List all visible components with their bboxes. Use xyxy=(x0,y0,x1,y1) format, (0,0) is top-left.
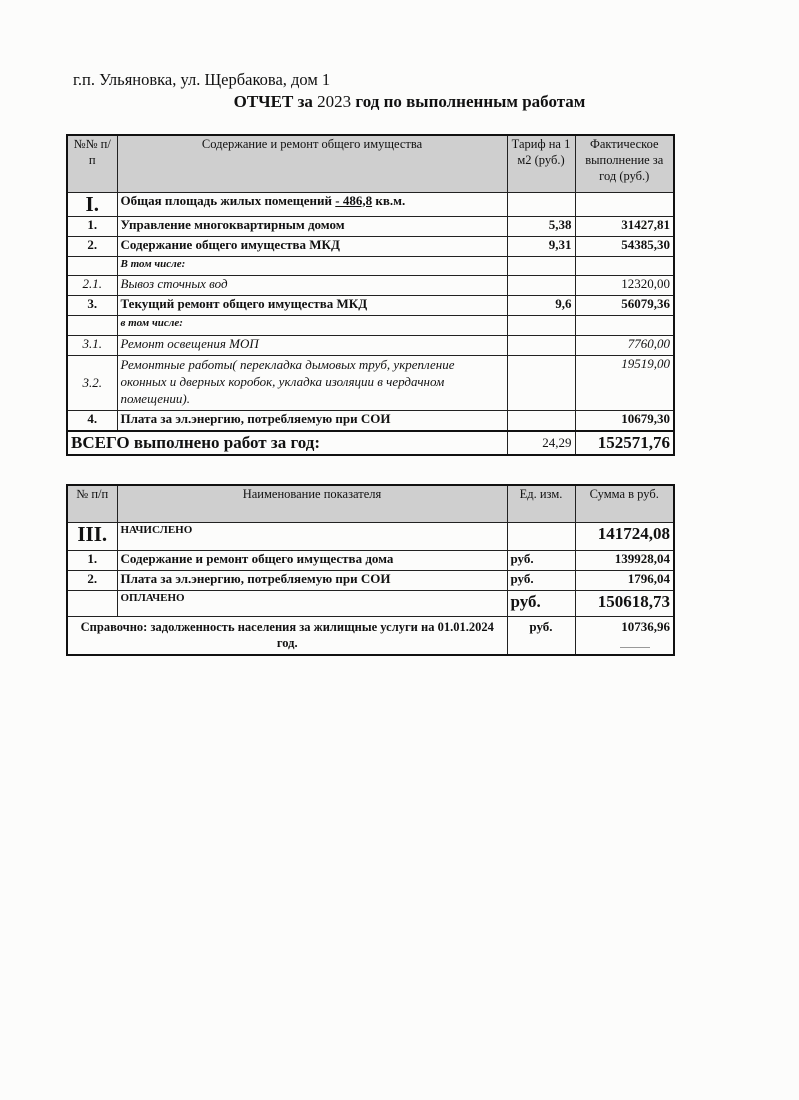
table-row xyxy=(67,570,674,590)
table-row xyxy=(67,295,674,315)
row-num: 3.2. xyxy=(67,355,117,410)
header-unit: Ед. изм. xyxy=(507,485,575,522)
table-row xyxy=(67,590,674,616)
row-amount: 56079,36 xyxy=(575,295,674,315)
table-row xyxy=(67,355,674,410)
row-unit: руб. xyxy=(507,590,575,616)
table-row xyxy=(67,616,674,655)
debt-text: Справочно: задолженность населения за жилищные услуги на 01.01.2024 год. xyxy=(67,616,507,655)
row-amount: 1796,04 xyxy=(575,570,674,590)
row-amount: 150618,73 xyxy=(575,590,674,616)
row-text: Текущий ремонт общего имущества МКД xyxy=(117,295,507,315)
table-row xyxy=(67,410,674,431)
total-tariff: 24,29 xyxy=(507,431,575,455)
area-cell: Общая площадь жилых помещений - 486,8 кв.м. xyxy=(117,192,507,216)
row-text: Управление многоквартирным домом xyxy=(117,216,507,236)
table-header-row xyxy=(67,485,674,522)
header-num: № п/п xyxy=(67,485,117,522)
table-row xyxy=(67,216,674,236)
table-row xyxy=(67,550,674,570)
row-amount: 19519,00 xyxy=(575,355,674,410)
row-tariff: 9,6 xyxy=(507,295,575,315)
row-num: 4. xyxy=(67,410,117,431)
header-content: Содержание и ремонт общего имущества xyxy=(117,135,507,192)
header-actual: Фактическое выполнение за год (руб.) xyxy=(575,135,674,192)
header-num: №№ п/п xyxy=(67,135,117,192)
header-tariff: Тариф на 1 м2 (руб.) xyxy=(507,135,575,192)
row-num: 1. xyxy=(67,550,117,570)
row-text: в том числе: xyxy=(117,315,507,335)
row-unit: руб. xyxy=(507,570,575,590)
row-num: 3.1. xyxy=(67,335,117,355)
section-num: I. xyxy=(67,192,117,216)
table-header-row xyxy=(67,135,674,192)
table-row xyxy=(67,192,674,216)
table-row xyxy=(67,335,674,355)
row-text: Плата за эл.энергию, потребляемую при СОИ xyxy=(117,410,507,431)
row-num: 2. xyxy=(67,236,117,256)
row-amount: 141724,08 xyxy=(575,522,674,550)
divider xyxy=(620,647,650,648)
total-label: ВСЕГО выполнено работ за год: xyxy=(67,431,507,455)
row-amount: 54385,30 xyxy=(575,236,674,256)
table-row xyxy=(67,275,674,295)
row-amount: 139928,04 xyxy=(575,550,674,570)
header-sum: Сумма в руб. xyxy=(575,485,674,522)
row-text: ОПЛАЧЕНО xyxy=(117,590,507,616)
row-amount: 10679,30 xyxy=(575,410,674,431)
row-num: 2.1. xyxy=(67,275,117,295)
report-title: ОТЧЕТ за 2023 год по выполненным работам xyxy=(233,92,586,111)
row-amount: 12320,00 xyxy=(575,275,674,295)
row-num: 3. xyxy=(67,295,117,315)
row-text: В том числе: xyxy=(117,256,507,275)
header-name: Наименование показателя xyxy=(117,485,507,522)
row-tariff: 9,31 xyxy=(507,236,575,256)
row-unit: руб. xyxy=(507,616,575,655)
row-text: НАЧИСЛЕНО xyxy=(117,522,507,550)
row-num: 1. xyxy=(67,216,117,236)
row-num: 2. xyxy=(67,570,117,590)
row-unit: руб. xyxy=(507,550,575,570)
total-row xyxy=(67,431,674,455)
accruals-table xyxy=(66,484,675,656)
section-num: III. xyxy=(67,522,117,550)
works-table xyxy=(66,134,675,456)
row-text: Ремонтные работы( перекладка дымовых труб, укрепление оконных и дверных коробок, укладка изоляции в чердачном помещении). xyxy=(117,355,507,410)
row-amount: 7760,00 xyxy=(575,335,674,355)
table-row xyxy=(67,315,674,335)
row-amount: 10736,96 xyxy=(575,616,674,655)
table-row xyxy=(67,256,674,275)
address: г.п. Ульяновка, ул. Щербакова, дом 1 xyxy=(73,70,331,89)
total-amount: 152571,76 xyxy=(575,431,674,455)
row-text: Содержание общего имущества МКД xyxy=(117,236,507,256)
row-text: Содержание и ремонт общего имущества дома xyxy=(117,550,507,570)
row-text: Вывоз сточных вод xyxy=(117,275,507,295)
row-amount: 31427,81 xyxy=(575,216,674,236)
table-row xyxy=(67,236,674,256)
row-text: Ремонт освещения МОП xyxy=(117,335,507,355)
row-tariff: 5,38 xyxy=(507,216,575,236)
row-text: Плата за эл.энергию, потребляемую при СОИ xyxy=(117,570,507,590)
table-row xyxy=(67,522,674,550)
